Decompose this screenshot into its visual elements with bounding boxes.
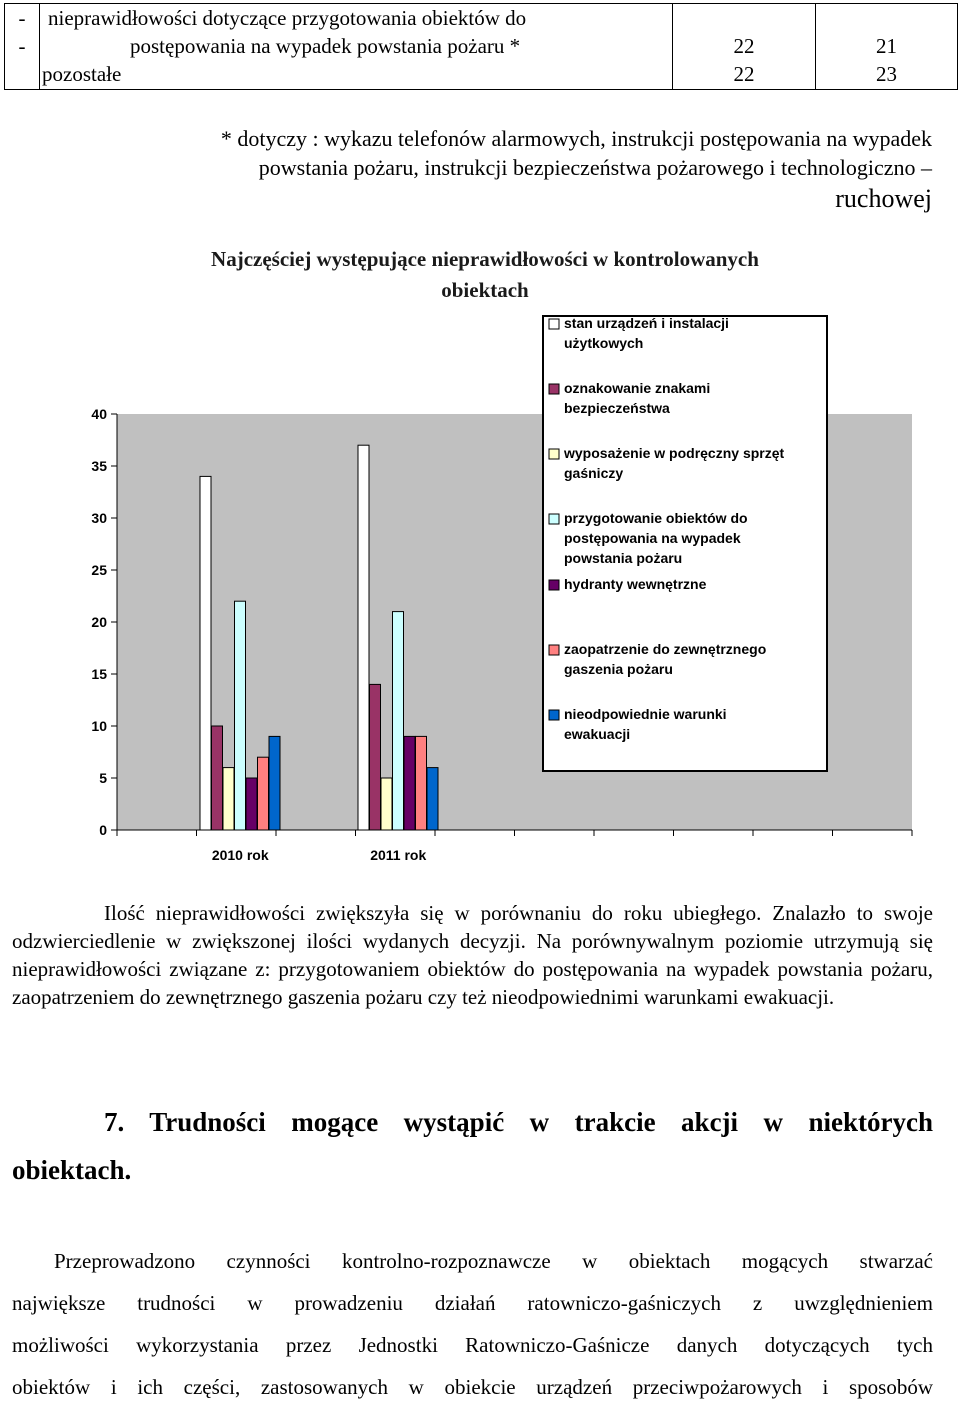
legend-label: bezpieczeństwa [564, 400, 670, 416]
legend-label: wyposażenie w podręczny sprzęt [564, 445, 785, 461]
bar [404, 736, 415, 830]
row-label: postępowania na wypadek powstania pożaru * [130, 34, 521, 58]
y-tick-label: 35 [91, 458, 107, 474]
row-value: 22 [733, 34, 755, 58]
bar [358, 445, 369, 830]
paragraph-summary [12, 899, 933, 1011]
legend-swatch [549, 514, 559, 524]
bar [258, 757, 269, 830]
row-label-cell [40, 4, 673, 90]
legend-label: przygotowanie obiektów do [564, 510, 748, 526]
bar [212, 726, 223, 830]
bar [235, 601, 246, 830]
y-tick-label: 25 [91, 562, 107, 578]
bar [223, 768, 234, 830]
chart-title-line: obiektach [441, 278, 529, 302]
bar [393, 612, 404, 830]
y-tick-label: 20 [91, 614, 107, 630]
y-tick-label: 10 [91, 718, 107, 734]
paragraph-line: obiektów i ich części, zastosowanych w obiekcie urządzeń przeciwpożarowych i sposobów [12, 1375, 933, 1399]
legend-label: gaszenia pożaru [564, 661, 673, 677]
y-tick-label: 0 [99, 822, 107, 838]
bar [200, 476, 211, 830]
bar [246, 778, 257, 830]
x-category-label: 2010 rok [211, 847, 269, 863]
legend-swatch [549, 384, 559, 394]
legend-swatch [549, 710, 559, 720]
table-row [5, 4, 958, 90]
row-value-cell-2011 [816, 4, 958, 90]
bar [416, 736, 427, 830]
legend-swatch [549, 645, 559, 655]
bar [427, 768, 438, 830]
legend-label: użytkowych [564, 335, 644, 351]
y-tick-label: 40 [91, 406, 107, 422]
bar [269, 736, 280, 830]
chart-title [120, 244, 850, 306]
x-category-label: 2011 rok [370, 847, 427, 863]
section-heading [12, 1098, 933, 1194]
statistics-table [4, 3, 958, 90]
legend-label: gaśniczy [564, 465, 624, 481]
legend-label: stan urządzeń i instalacji [564, 315, 729, 331]
section-heading-line: obiektach. [12, 1155, 132, 1185]
row-value: 23 [876, 62, 897, 86]
legend-label: hydranty wewnętrzne [564, 576, 707, 592]
legend-label: nieodpowiednie warunki [564, 706, 727, 722]
legend-label: oznakowanie znakami [564, 380, 711, 396]
footnote-line: ruchowej [835, 184, 932, 213]
y-tick-label: 15 [91, 666, 107, 682]
chart-title-line: Najczęściej występujące nieprawidłowości w kontrolowanych [211, 247, 759, 271]
legend-swatch [549, 449, 559, 459]
paragraph-line: największe trudności w prowadzeniu działań ratowniczo-gaśniczych z uwzględnieniem [12, 1291, 933, 1315]
paragraph-section-7 [12, 1240, 933, 1408]
legend-swatch [549, 319, 559, 329]
legend-label: ewakuacji [564, 726, 631, 742]
legend-label: zaopatrzenie do zewnętrznego [564, 641, 767, 657]
bar [370, 684, 381, 830]
row-value-cell-2010 [673, 4, 816, 90]
bar-chart [0, 300, 960, 880]
paragraph-line: możliwości wykorzystania przez Jednostki Ratowniczo-Gaśnicze danych dotyczących tych [12, 1333, 933, 1357]
legend-label: postępowania na wypadek [564, 530, 741, 546]
footnote-line: powstania pożaru, instrukcji bezpieczeństwa pożarowego i technologiczno – [258, 155, 932, 180]
row-dash: - [18, 34, 26, 58]
row-value: 21 [876, 34, 897, 58]
footnote [0, 124, 932, 216]
row-value: 22 [733, 62, 755, 86]
legend-swatch [549, 580, 559, 590]
footnote-line: * dotyczy : wykazu telefonów alarmowych, instrukcji postępowania na wypadek [220, 126, 932, 151]
row-dash: - [18, 6, 26, 30]
y-tick-label: 5 [99, 770, 107, 786]
paragraph-text: Ilość nieprawidłowości zwiększyła się w porównaniu do roku ubiegłego. Znalazło to swoje odzwierciedlenie w zwiększonej ilości wydanych decyzji. Na porównywalnym poziomie utrzymują się nieprawidłowości związane z: przygotowaniem obiektów do postępowania na wypadek powstania pożaru, zaopatrzeniem do zewnętrznego gaszenia pożaru czy też nieodpowiednimi warunkami ewakuacji. [12, 901, 933, 1009]
bar [381, 778, 392, 830]
section-heading-line: 7. Trudności mogące wystąpić w trakcie akcji w niektórych [104, 1107, 933, 1137]
legend-label: powstania pożaru [564, 550, 683, 566]
paragraph-line: Przeprowadzono czynności kontrolno-rozpoznawcze w obiektach mogących stwarzać [54, 1249, 933, 1273]
y-tick-label: 30 [91, 510, 107, 526]
row-label: pozostałe [42, 62, 122, 86]
row-label: nieprawidłowości dotyczące przygotowania obiektów do [48, 6, 527, 30]
row-dash-cell [5, 4, 40, 90]
